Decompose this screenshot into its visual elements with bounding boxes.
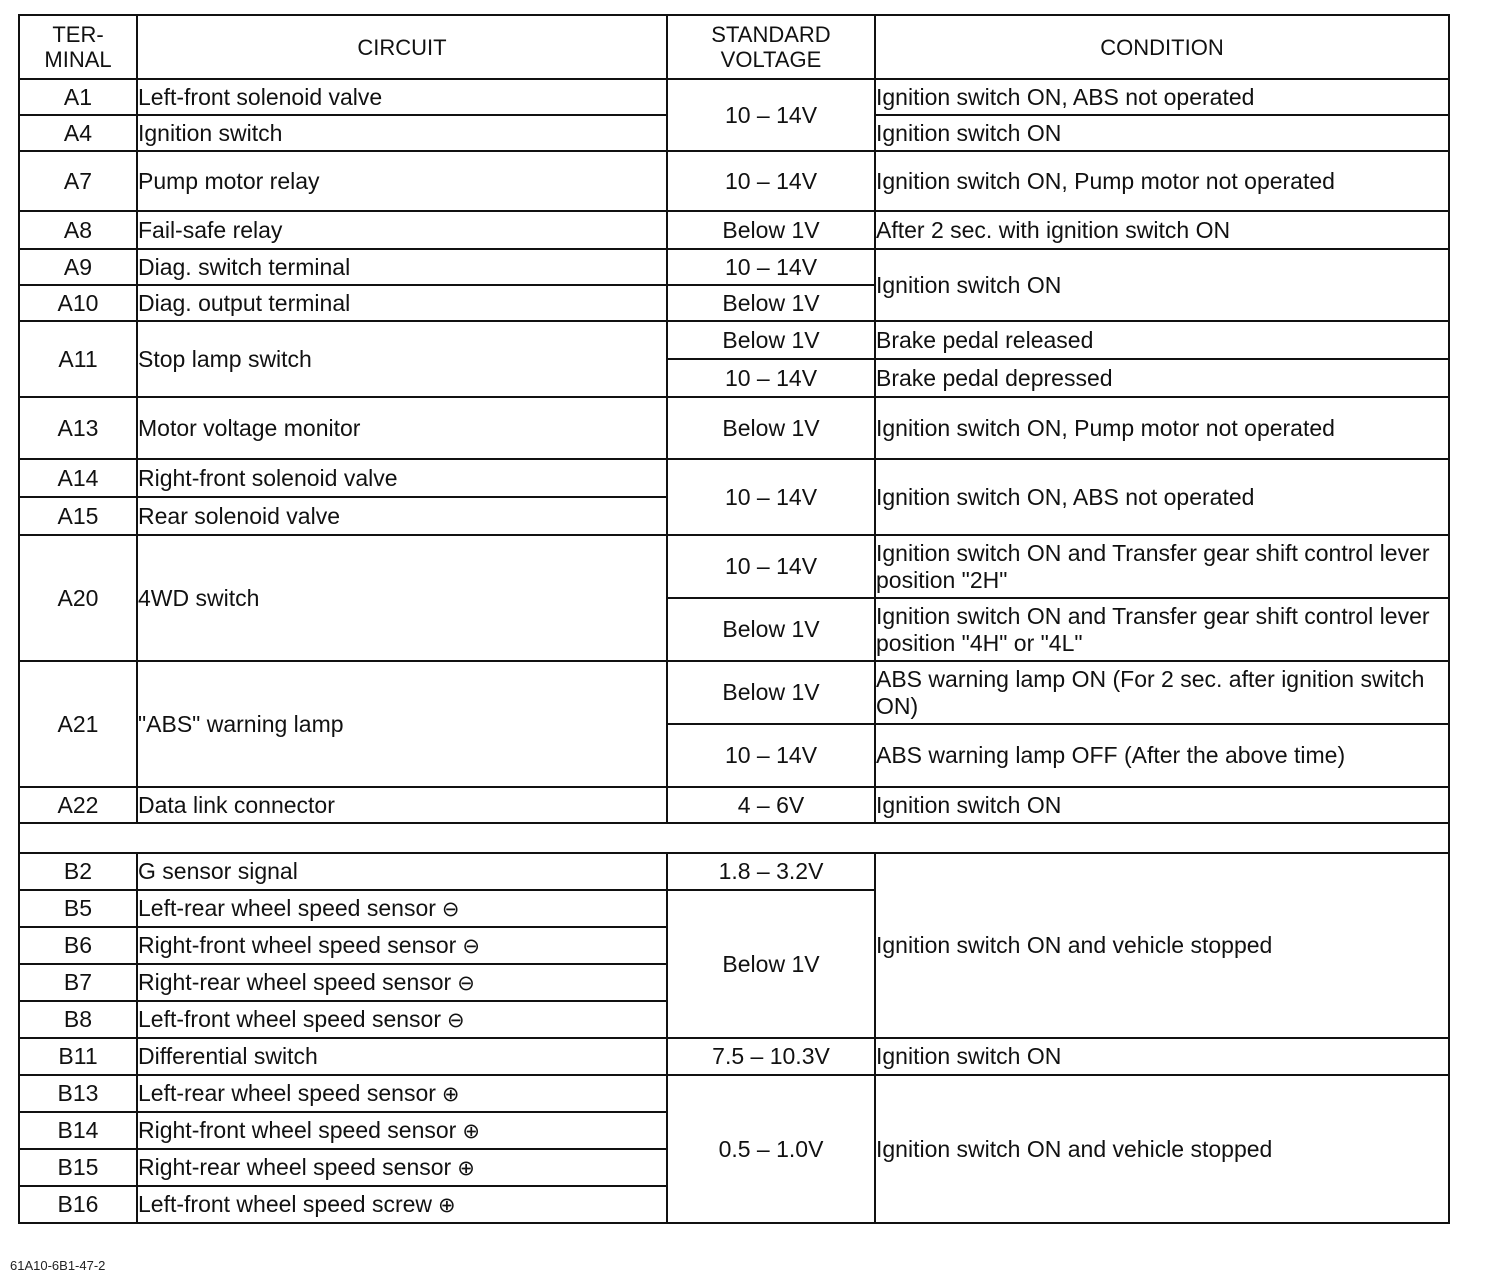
table-row [19,211,1449,249]
header-standard-voltage: STANDARD VOLTAGE [667,15,875,79]
circuit-cell: Pump motor relay [137,151,667,211]
negative-terminal-icon: ⊖ [462,934,480,958]
circuit-cell: Rear solenoid valve [137,497,667,535]
condition-cell: Ignition switch ON and Transfer gear shift control lever position "4H" or "4L" [875,598,1449,661]
condition-cell: Ignition switch ON and vehicle stopped [875,853,1449,1038]
circuit-cell: Diag. output terminal [137,285,667,321]
voltage-cell: 10 – 14V [667,249,875,285]
condition-cell: Ignition switch ON [875,787,1449,823]
terminal-cell: A1 [19,79,137,115]
circuit-cell: 4WD switch [137,535,667,661]
voltage-cell: Below 1V [667,285,875,321]
circuit-cell: G sensor signal [137,853,667,890]
voltage-cell: Below 1V [667,661,875,724]
condition-cell: ABS warning lamp OFF (After the above time) [875,724,1449,787]
table-row [19,1075,1449,1112]
circuit-label: Right-front wheel speed sensor [138,931,457,958]
terminal-cell: B15 [19,1149,137,1186]
header-condition: CONDITION [875,15,1449,79]
terminal-cell: A11 [19,321,137,397]
positive-terminal-icon: ⊕ [438,1193,456,1217]
table-row [19,397,1449,459]
negative-terminal-icon: ⊖ [457,971,475,995]
circuit-cell: Diag. switch terminal [137,249,667,285]
condition-cell: Ignition switch ON and Transfer gear shift control lever position "2H" [875,535,1449,598]
table-row [19,151,1449,211]
voltage-cell: 10 – 14V [667,151,875,211]
condition-cell: Ignition switch ON, ABS not operated [875,79,1449,115]
circuit-cell: Data link connector [137,787,667,823]
voltage-cell: 10 – 14V [667,535,875,598]
table-row [19,787,1449,823]
terminal-voltage-table-container [18,14,1448,1224]
positive-terminal-icon: ⊕ [441,1082,460,1106]
voltage-cell: 10 – 14V [667,724,875,787]
condition-cell: Ignition switch ON [875,249,1449,321]
voltage-cell: 10 – 14V [667,79,875,151]
circuit-label: Left-front wheel speed sensor [138,1005,442,1032]
condition-cell: Ignition switch ON, ABS not operated [875,459,1449,535]
terminal-cell: B11 [19,1038,137,1075]
section-separator [19,823,1449,853]
voltage-cell: Below 1V [667,598,875,661]
condition-cell: Ignition switch ON, Pump motor not operated [875,397,1449,459]
circuit-cell [137,927,667,964]
circuit-cell: Right-front solenoid valve [137,459,667,497]
section-separator-row [19,823,1449,853]
table-row [19,249,1449,285]
table-row [19,535,1449,598]
table-row [19,459,1449,497]
circuit-cell: "ABS" warning lamp [137,661,667,787]
terminal-cell: A9 [19,249,137,285]
positive-terminal-icon: ⊕ [462,1119,480,1143]
terminal-cell: B8 [19,1001,137,1038]
circuit-cell [137,1001,667,1038]
terminal-cell: A21 [19,661,137,787]
circuit-label: Right-rear wheel speed sensor [138,968,452,995]
circuit-label: Left-rear wheel speed sensor [138,894,436,921]
table-row [19,853,1449,890]
terminal-cell: A22 [19,787,137,823]
terminal-voltage-table [18,14,1450,1224]
circuit-cell: Ignition switch [137,115,667,151]
circuit-cell [137,890,667,927]
terminal-cell: B5 [19,890,137,927]
voltage-cell: Below 1V [667,321,875,359]
header-terminal: TER- MINAL [19,15,137,79]
voltage-cell: 0.5 – 1.0V [667,1075,875,1223]
circuit-cell: Stop lamp switch [137,321,667,397]
terminal-cell: B7 [19,964,137,1001]
terminal-cell: B16 [19,1186,137,1223]
circuit-cell: Motor voltage monitor [137,397,667,459]
terminal-cell: A8 [19,211,137,249]
terminal-cell: B13 [19,1075,137,1112]
circuit-cell: Differential switch [137,1038,667,1075]
voltage-cell: 1.8 – 3.2V [667,853,875,890]
condition-cell: ABS warning lamp ON (For 2 sec. after ignition switch ON) [875,661,1449,724]
terminal-cell: A4 [19,115,137,151]
terminal-cell: A13 [19,397,137,459]
terminal-cell: B6 [19,927,137,964]
terminal-cell: B14 [19,1112,137,1149]
condition-cell: Ignition switch ON [875,1038,1449,1075]
circuit-cell [137,1186,667,1223]
table-row [19,79,1449,115]
voltage-cell: Below 1V [667,397,875,459]
condition-cell: Brake pedal released [875,321,1449,359]
terminal-cell: A14 [19,459,137,497]
circuit-label: Right-rear wheel speed sensor [138,1153,452,1180]
circuit-label: Left-rear wheel speed sensor [138,1079,436,1106]
voltage-cell: 10 – 14V [667,359,875,397]
circuit-cell [137,1075,667,1112]
terminal-cell: A20 [19,535,137,661]
circuit-cell [137,1112,667,1149]
table-row [19,321,1449,359]
figure-code: 61A10-6B1-47-2 [10,1258,106,1273]
terminal-cell: A10 [19,285,137,321]
condition-cell: Brake pedal depressed [875,359,1449,397]
voltage-cell: Below 1V [667,890,875,1038]
circuit-cell [137,1149,667,1186]
voltage-cell: 4 – 6V [667,787,875,823]
condition-cell: Ignition switch ON, Pump motor not operated [875,151,1449,211]
circuit-cell: Fail-safe relay [137,211,667,249]
circuit-cell: Left-front solenoid valve [137,79,667,115]
circuit-label: Left-front wheel speed screw [138,1190,433,1217]
condition-cell: After 2 sec. with ignition switch ON [875,211,1449,249]
condition-cell: Ignition switch ON and vehicle stopped [875,1075,1449,1223]
circuit-cell [137,964,667,1001]
negative-terminal-icon: ⊖ [447,1008,465,1032]
voltage-cell: 10 – 14V [667,459,875,535]
header-circuit: CIRCUIT [137,15,667,79]
negative-terminal-icon: ⊖ [441,897,460,921]
table-row [19,1038,1449,1075]
terminal-cell: A7 [19,151,137,211]
table-row [19,661,1449,724]
header-row [19,15,1449,79]
circuit-label: Right-front wheel speed sensor [138,1116,457,1143]
voltage-cell: 7.5 – 10.3V [667,1038,875,1075]
voltage-cell: Below 1V [667,211,875,249]
condition-cell: Ignition switch ON [875,115,1449,151]
positive-terminal-icon: ⊕ [457,1156,475,1180]
terminal-cell: A15 [19,497,137,535]
terminal-cell: B2 [19,853,137,890]
